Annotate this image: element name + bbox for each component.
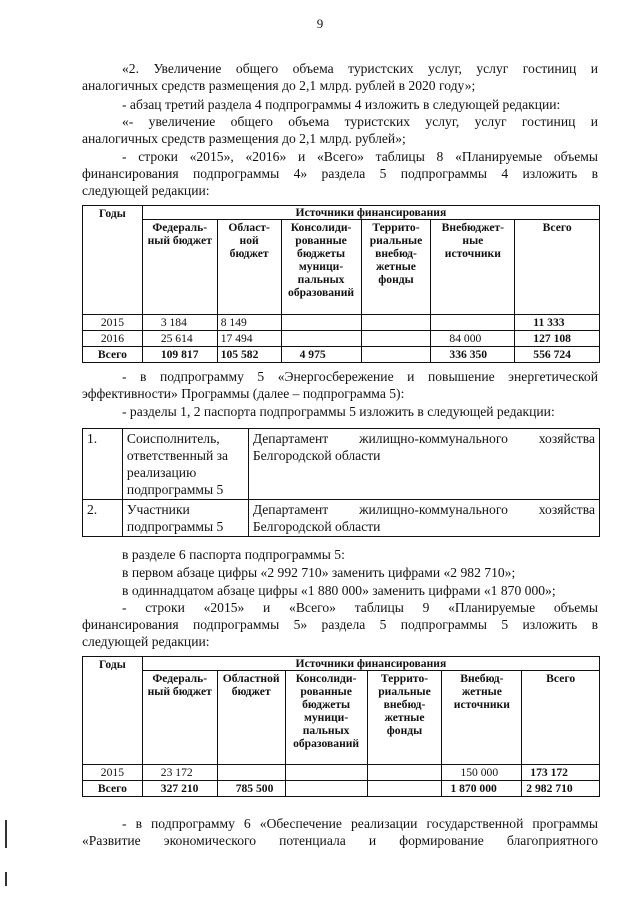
cell-extrabudget: 1 870 000 [442, 781, 522, 797]
ending-line-2: «Развитие экономического потенциала и формирование благоприятного [82, 833, 598, 848]
after-line-2: в первом абзаце цифры «2 992 710» заменить цифрами «2 982 710»; [122, 565, 516, 580]
passport-table [82, 428, 600, 537]
cell-extrabudget [431, 315, 515, 331]
col-federal: Федераль-ный бюджет [142, 671, 217, 765]
page-number: 9 [316, 16, 324, 31]
cell-territorial [361, 331, 431, 347]
scan-margin-mark [5, 820, 7, 848]
col-regional: Областной бюджет [217, 671, 285, 765]
passport-num: 2. [83, 500, 123, 537]
intro-line-2: аналогичных средств размещения до 2,1 млрд. рублей в 2020 году»; [82, 78, 476, 93]
cell-territorial [361, 347, 431, 363]
passport-label: Участники подпрограммы 5 [122, 500, 248, 537]
row-year: 2015 [83, 315, 143, 331]
col-federal: Федераль-ный бюджет [142, 220, 217, 315]
intro-line-7: финансирования подпрограммы 4» раздела 5 подпрограммы 4 изложить в [82, 166, 598, 181]
cell-total: 127 108 [515, 331, 600, 347]
passport-value: Департамент жилищно-коммунального хозяйства Белгородской области [248, 429, 599, 500]
table-row [83, 781, 600, 797]
header-years: Годы [83, 657, 143, 765]
table-row [83, 500, 600, 537]
col-total: Всего [522, 671, 600, 765]
row-year: Всего [83, 347, 143, 363]
passport-label: Соисполнитель, ответственный за реализацию подпрограммы 5 [122, 429, 248, 500]
ending-line-1: - в подпрограмму 6 «Обеспечение реализации государственной программы [122, 816, 598, 831]
cell-federal: 327 210 [142, 781, 217, 797]
cell-municipal [281, 331, 361, 347]
cell-territorial [367, 781, 442, 797]
row-year: 2016 [83, 331, 143, 347]
mid-line-2: эффективности» Программы (далее – подпрограмма 5): [82, 386, 405, 401]
cell-extrabudget: 336 350 [431, 347, 515, 363]
table-row [83, 315, 600, 331]
header-sources: Источники финансирования [142, 206, 599, 220]
mid-line-1: - в подпрограмму 5 «Энергосбережение и повышение энергетической [122, 369, 598, 384]
cell-federal: 109 817 [142, 347, 217, 363]
cell-regional: 17 494 [217, 331, 281, 347]
cell-federal: 3 184 [142, 315, 217, 331]
cell-municipal [281, 315, 361, 331]
intro-line-5: аналогичных средств размещения до 2,1 млрд. рублей»; [82, 131, 406, 146]
col-territorial: Террито-риальные внебюд-жетные фонды [361, 220, 431, 315]
table-row [83, 429, 600, 500]
col-municipal: Консолиди-рованные бюджеты муници-пальных образований [285, 671, 367, 765]
financing-table-9 [82, 656, 600, 797]
row-year: 2015 [83, 765, 143, 781]
financing-table-8 [82, 205, 600, 363]
cell-regional: 105 582 [217, 347, 281, 363]
scan-margin-mark [5, 872, 7, 886]
passport-num: 1. [83, 429, 123, 500]
after-line-1: в разделе 6 паспорта подпрограммы 5: [122, 547, 345, 562]
cell-regional: 785 500 [217, 781, 285, 797]
after-line-4: - строки «2015» и «Всего» таблицы 9 «Планируемые объемы [122, 600, 598, 615]
after-line-3: в одиннадцатом абзаце цифры «1 880 000» заменить цифрами «1 870 000»; [122, 583, 556, 598]
cell-regional: 8 149 [217, 315, 281, 331]
passport-value: Департамент жилищно-коммунального хозяйства Белгородской области [248, 500, 599, 537]
table-row [83, 331, 600, 347]
cell-municipal: 4 975 [281, 347, 361, 363]
cell-regional [217, 765, 285, 781]
cell-territorial [367, 765, 442, 781]
intro-line-3: - абзац третий раздела 4 подпрограммы 4 изложить в следующей редакции: [122, 97, 561, 112]
table-row [83, 765, 600, 781]
intro-line-8: следующей редакции: [82, 183, 210, 198]
mid-line-3: - разделы 1, 2 паспорта подпрограммы 5 изложить в следующей редакции: [122, 404, 555, 419]
row-year: Всего [83, 781, 143, 797]
cell-extrabudget: 150 000 [442, 765, 522, 781]
cell-total: 173 172 [522, 765, 600, 781]
cell-total: 11 333 [515, 315, 600, 331]
header-years: Годы [83, 206, 143, 315]
intro-line-6: - строки «2015», «2016» и «Всего» таблицы 8 «Планируемые объемы [122, 149, 598, 164]
after-line-5: финансирования подпрограммы 5» раздела 5 подпрограммы 5 изложить в [82, 617, 598, 632]
col-extrabudget: Внебюд-жетные источники [442, 671, 522, 765]
cell-federal: 23 172 [142, 765, 217, 781]
header-sources: Источники финансирования [142, 657, 599, 671]
after-line-6: следующей редакции: [82, 634, 210, 649]
cell-federal: 25 614 [142, 331, 217, 347]
col-extrabudget: Внебюджет-ные источники [431, 220, 515, 315]
intro-line-1: «2. Увеличение общего объема туристских услуг, услуг гостиниц и [122, 61, 598, 76]
cell-extrabudget: 84 000 [431, 331, 515, 347]
table-row [83, 347, 600, 363]
cell-total: 556 724 [515, 347, 600, 363]
cell-municipal [285, 781, 367, 797]
col-municipal: Консолиди-рованные бюджеты муници-пальных образований [281, 220, 361, 315]
cell-total: 2 982 710 [522, 781, 600, 797]
col-total: Всего [515, 220, 600, 315]
col-regional: Област-ной бюджет [217, 220, 281, 315]
cell-municipal [285, 765, 367, 781]
cell-territorial [361, 315, 431, 331]
intro-line-4: «- увеличение общего объема туристских услуг, услуг гостиниц и [122, 114, 598, 129]
col-territorial: Террито-риальные внебюд-жетные фонды [367, 671, 442, 765]
